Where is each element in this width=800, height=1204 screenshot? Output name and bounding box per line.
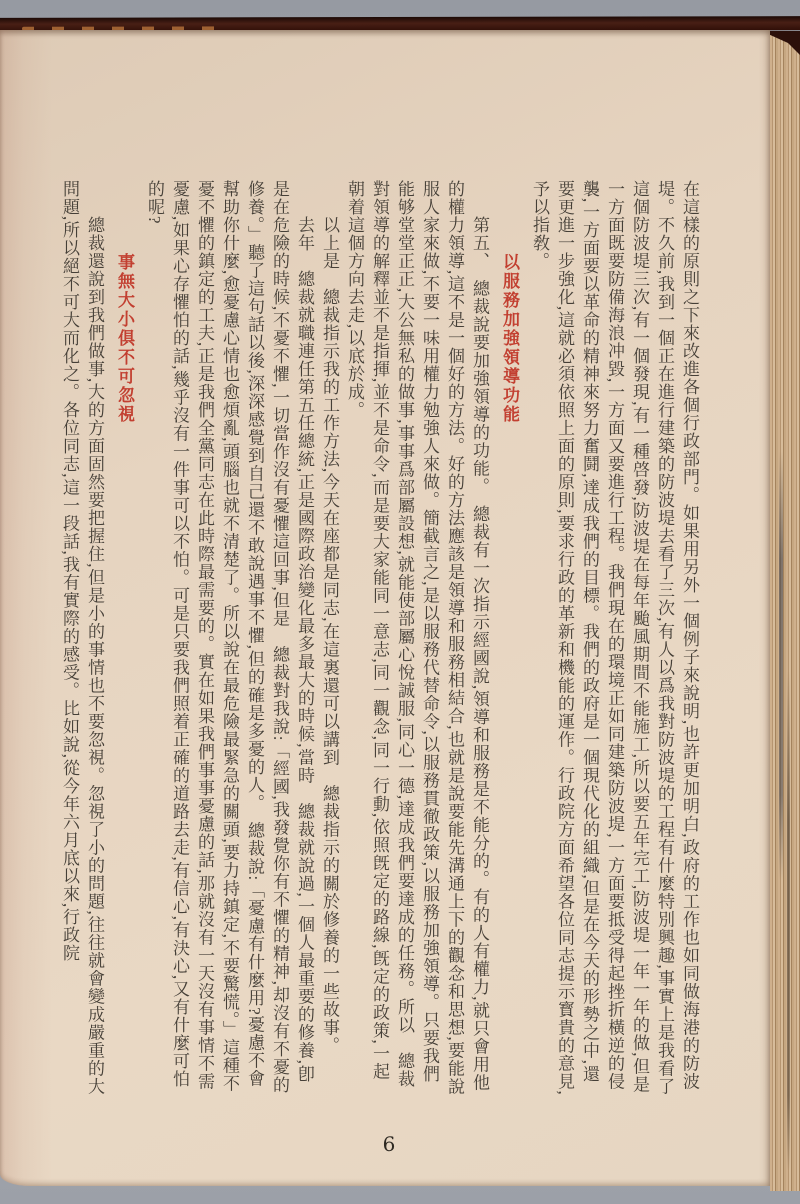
fore-edge-dark-streak (779, 451, 783, 881)
cover-corner-notch (770, 31, 800, 55)
paragraph-work-method: 以上是 總裁指示我的工作方法,今天在座都是同志,在這裏還可以講到 總裁指示的關於修養的一些故事。 (320, 180, 339, 1055)
section-heading-no-matter-small: 事無大小俱不可忽視 (115, 253, 134, 424)
paragraph-composure: 去年 總裁就職連任第五任總統,正是國際政治變化最多最大的時候,當時 總裁就說過,一個人最重要的修養,卽是在危險的時候,不憂不懼,一切當作沒有憂懼這回事,但是 總裁對我說:「經國,我發覺你有不懼的精神,却沒有不憂的修養。」聽了這句話以後,深深感覺到自己還不敢說遇事不懼,但的確是多憂的人。 總裁說:「憂慮有什麼用?憂慮不會幫助你什麼,愈憂慮心情也愈煩亂,頭腦也就不清楚了。所以說在最危險最緊急的關頭,要力持鎮定,不要驚慌。」這種不憂不懼的鎮定的工夫,正是我們全黨同志在此時際最需要的。實在如果我們事事憂慮的話,那就沒有一天沒有事情不需憂慮,如果心存懼怕的話,幾乎沒有一件事可以不怕。可是只要我們照着正確的道路去走,有信心,有決心,又有什麼可怕的呢? (145, 180, 314, 1094)
paragraph-small-matters: 總裁還說到我們做事,大的方面固然要把握住,但是小的事情也不要忽視。忽視了小的問題,往往就會變成嚴重的大問題,所以絕不可大而化之。各位同志,這一段話,我有實際的感受。比如說,從今年六月底以來,行政院 (60, 180, 104, 1096)
page-gutter-shadow (0, 30, 52, 1186)
section-heading-service-leadership: 以服務加強領導功能 (500, 253, 519, 424)
book-page (0, 30, 770, 1186)
book-fore-edge-pages (770, 31, 800, 1191)
fore-edge-dark-streak (787, 671, 790, 1171)
page-number: 6 (382, 1132, 396, 1156)
page-text-area (50, 180, 702, 1098)
paragraph-leadership: 第五、 總裁說要加強領導的功能。 總裁有一次指示經國說,領導和服務是不能分的。有的人有權力,就只會用他的權力領導,這不是一個好的方法。好的方法應該是領導和服務相結合,也就是說要能先溝通上下的觀念和思想,要能說服人家來做,不要一味用權力勉強人來做。簡截言之,是以服務代替命令,以服務貫徹政策,以服務加強領導。只要我們能够堂堂正正,大公無私的做事,事事爲部屬設想,就能使部屬心悅誠服,同心一德,達成我們要達成的任務。所以 總裁對領導的解釋並不是指揮,並不是命令,而是要大家能同一意志,同一觀念,同一行動,依照旣定的路線,旣定的政策,一起朝着這個方向去走,以底於成。 (345, 180, 489, 1096)
paragraph-continuation: 在這樣的原則之下來改進各個行政部門。如果用另外一個例子來說明,也許更加明白,政府的工作也如同做海港的防波堤。不久前,我到一個正在進行建築的防波堤去看了三次,有人以爲我對防波堤的工程有什麼特別興趣,事實上是我看了這個防波堤三次,有一個發現,有一種啓發,防波堤在每年颱風期間不能施工,所以要五年完工,防波堤一年一年的做,但是一方面既要防備海浪冲毀,一方面又要進行工程。我們現在的環境正如同建築防波堤,一方面要抵受得起挫折橫逆的侵襲,一方面要以革命的精神來努力奮鬪,達成我們的目標。我們的政府是一個現代化的組織,但是在今天的形勢之中,還要更進一步強化,這就必須依照上面的原則,要求行政的革新和機能的運作。行政院方面希望各位同志提示寳貴的意見,予以指敎。 (530, 180, 699, 1096)
